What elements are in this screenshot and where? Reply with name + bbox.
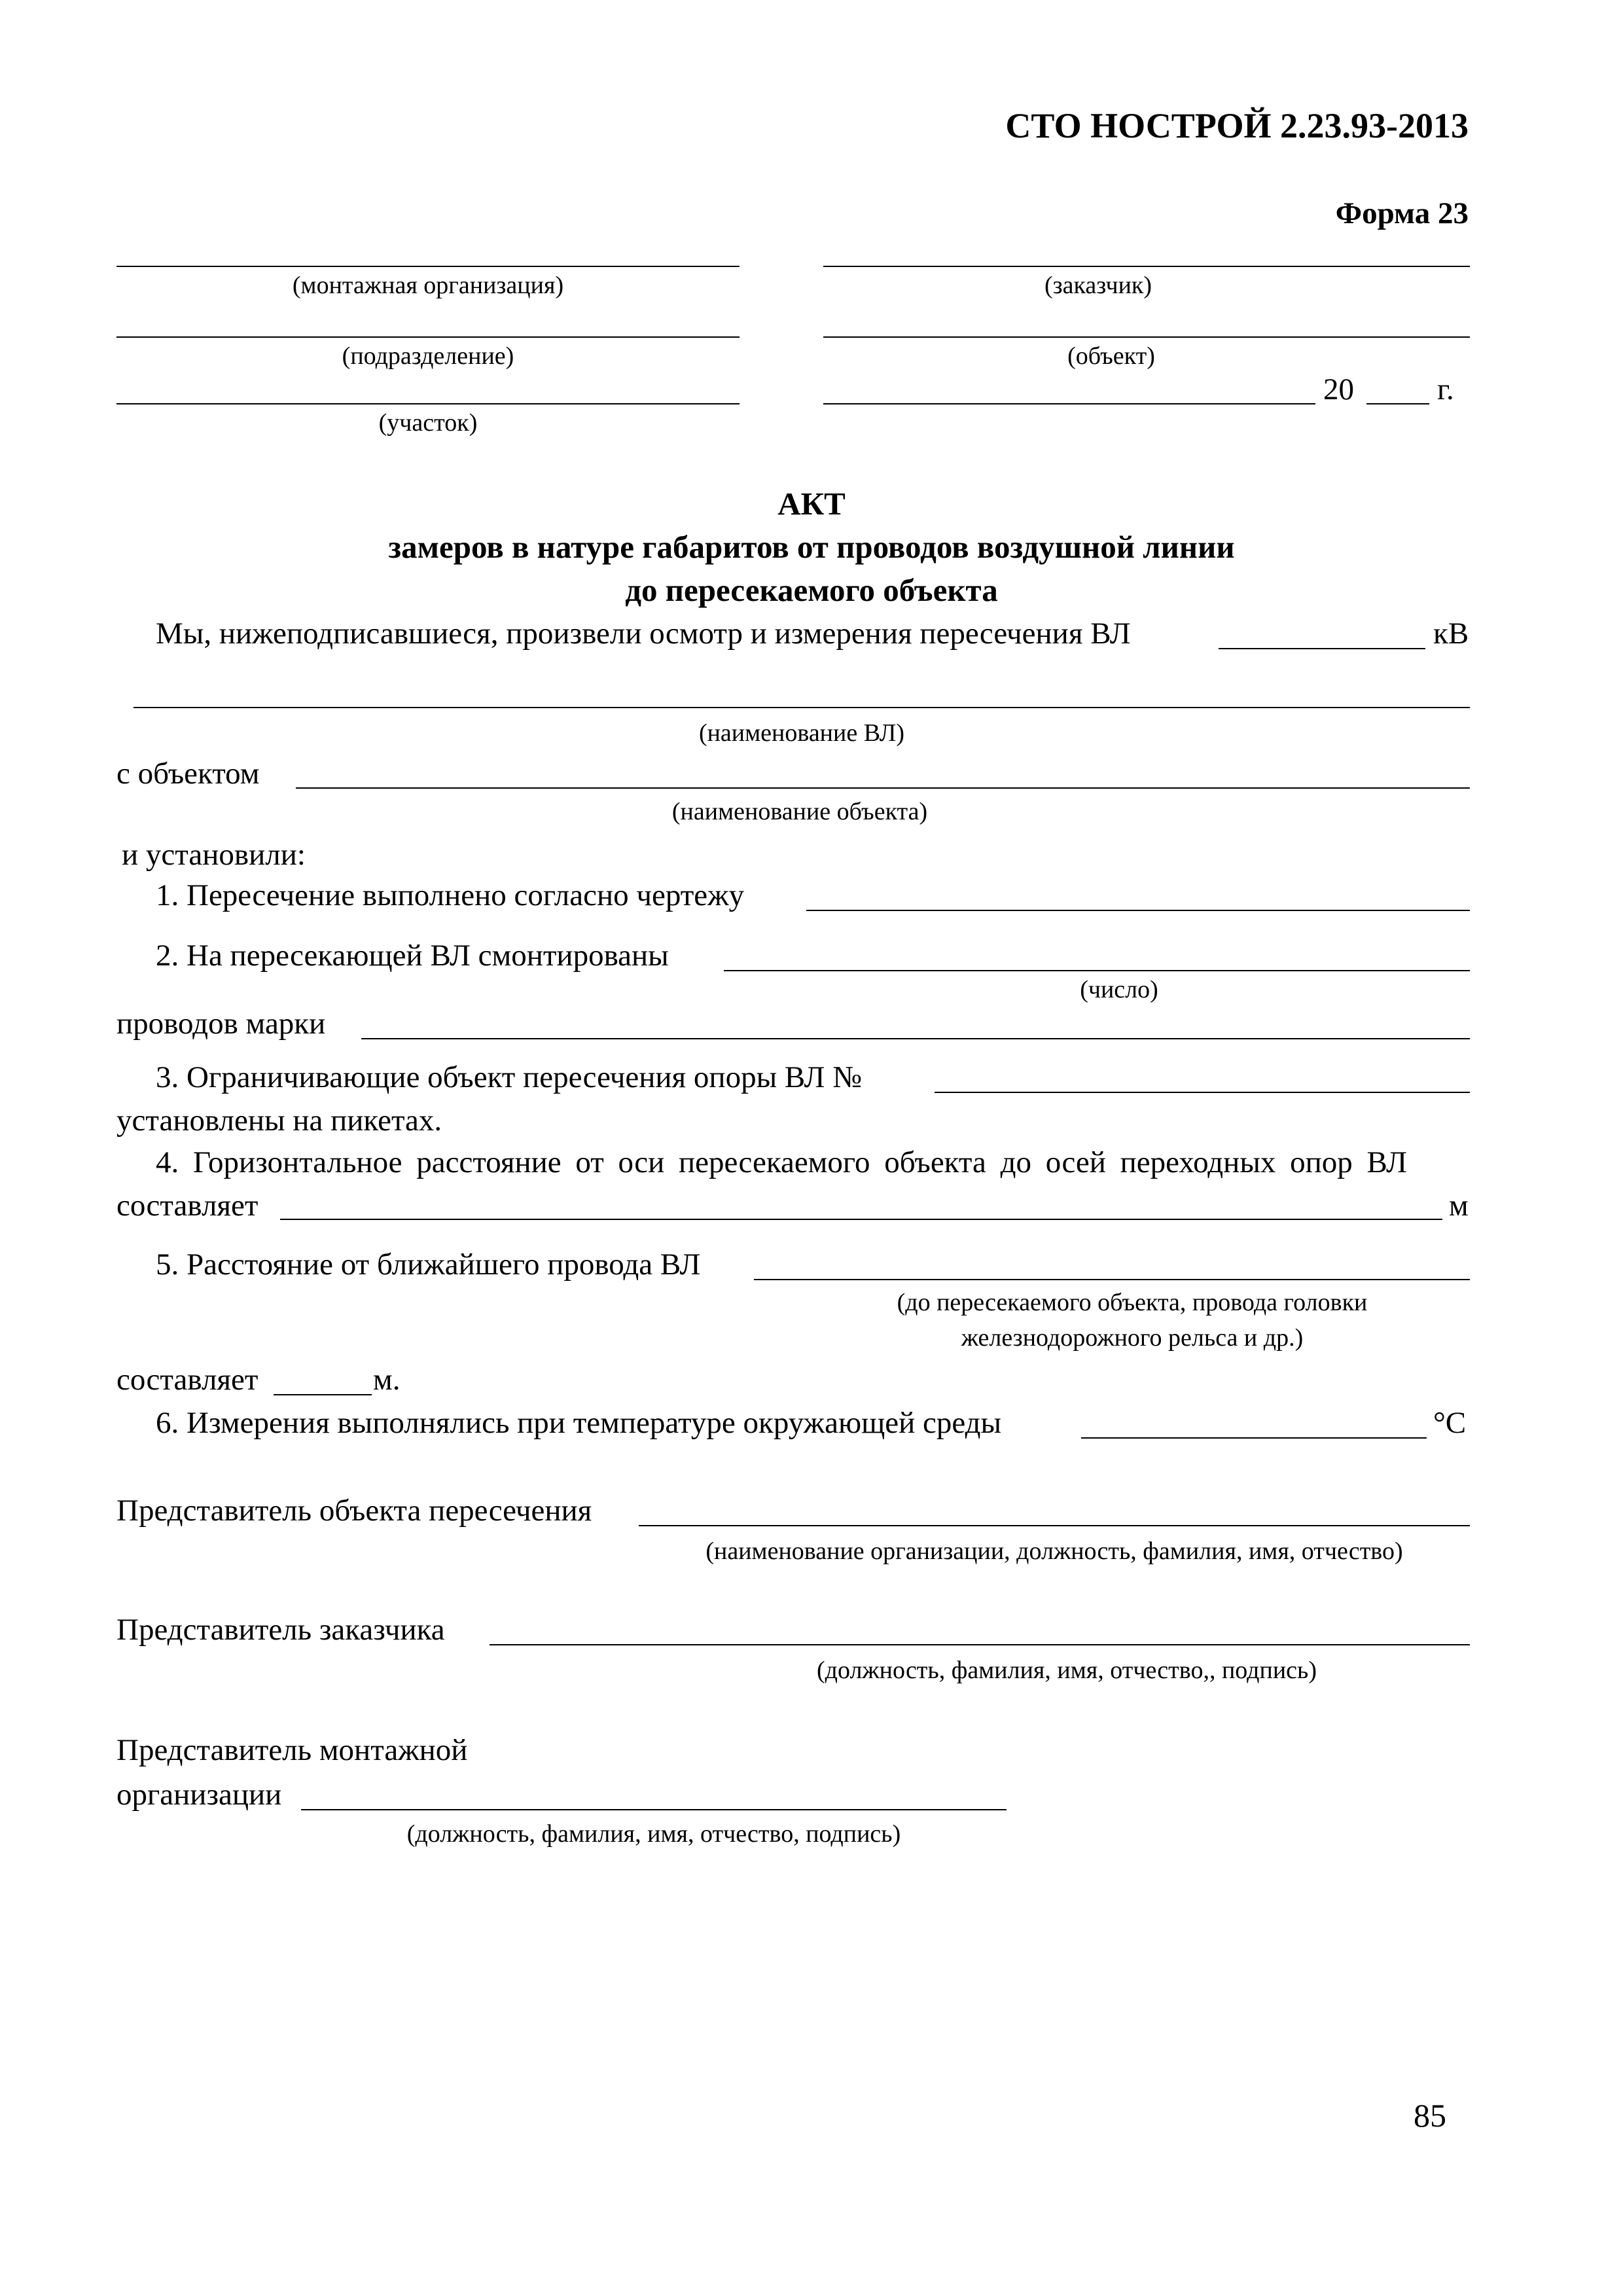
item-5-text: 5. Расстояние от ближайшего провода ВЛ [156,1247,701,1282]
object-name-caption: (наименование объекта) [671,798,928,825]
form-number: Форма 23 [1335,196,1469,230]
temperature-line[interactable] [1081,1437,1427,1439]
item-5-unit: м. [373,1363,401,1397]
act-subtitle-1: замеров в натуре габаритов от проводов воздушной линии [388,529,1235,565]
subdivision-line[interactable] [116,336,740,338]
crossing-rep-label: Представитель объекта пересечения [116,1494,592,1528]
installer-org-caption: (монтажная организация) [292,272,564,299]
nearest-wire-line[interactable] [754,1279,1470,1280]
page-number: 85 [1414,2097,1446,2134]
wires-brand-label: проводов марки [116,1007,326,1041]
crossing-rep-line[interactable] [639,1525,1470,1526]
item-5-continuation: составляет [116,1363,259,1397]
standard-code: СТО НОСТРОЙ 2.23.93-2013 [1005,106,1469,145]
customer-rep-caption: (должность, фамилия, имя, отчество,, подпись) [816,1657,1317,1684]
date-line[interactable] [823,403,1315,404]
item-5-caption-2: железнодорожного рельса и др.) [961,1324,1304,1352]
item-5-caption-1: (до пересекаемого объекта, провода головки [897,1289,1368,1316]
wire-distance-line[interactable] [274,1394,372,1395]
act-subtitle-2: до пересекаемого объекта [625,572,998,608]
support-number-line[interactable] [935,1092,1470,1093]
temperature-unit: °С [1433,1406,1467,1440]
customer-line[interactable] [823,266,1470,267]
established-label: и установили: [122,838,306,872]
wire-count-line[interactable] [724,970,1470,971]
customer-rep-line[interactable] [490,1644,1470,1645]
vl-name-line[interactable] [134,707,1470,708]
drawing-line[interactable] [806,910,1470,911]
wire-count-caption: (число) [1080,976,1158,1003]
installer-rep-label-1: Представитель монтажной [116,1733,468,1767]
item-3-continuation: установлены на пикетах. [116,1103,442,1138]
item-4-text: 4. Горизонтальное расстояние от оси пересекаемого объекта до осей переходных опор ВЛ [156,1145,1407,1179]
customer-rep-label: Представитель заказчика [116,1613,445,1647]
intro-text: Мы, нижеподписавшиеся, произвели осмотр и измерения пересечения ВЛ [156,617,1131,651]
kv-unit: кВ [1433,617,1469,651]
item-4-continuation: составляет [116,1189,259,1223]
section-caption: (участок) [378,409,478,437]
installer-org-line[interactable] [116,266,740,267]
voltage-line[interactable] [1219,648,1425,649]
with-object-label: с объектом [116,757,260,791]
section-line[interactable] [116,403,740,404]
item-2-text: 2. На пересекающей ВЛ смонтированы [156,939,669,973]
item-1-text: 1. Пересечение выполнено согласно чертежу [156,878,745,912]
installer-rep-label-2: организации [116,1778,282,1812]
item-3-text: 3. Ограничивающие объект пересечения опоры ВЛ № [156,1060,862,1094]
installer-rep-line[interactable] [301,1809,1007,1810]
vl-name-caption: (наименование ВЛ) [698,719,905,747]
item-6-text: 6. Измерения выполнялись при температуре окружающей среды [156,1406,1002,1440]
customer-caption: (заказчик) [1044,272,1152,299]
act-title: АКТ [777,486,846,522]
wires-brand-line[interactable] [361,1038,1470,1039]
crossing-rep-caption: (наименование организации, должность, фамилия, имя, отчество) [705,1537,1403,1565]
object-name-line[interactable] [296,787,1470,789]
date-year-line[interactable] [1366,403,1429,404]
horizontal-distance-line[interactable] [280,1219,1442,1220]
subdivision-caption: (подразделение) [342,342,514,370]
item-4-unit: м [1449,1189,1469,1223]
object-caption: (объект) [1067,342,1155,370]
object-line[interactable] [823,336,1470,338]
installer-rep-caption: (должность, фамилия, имя, отчество, подпись) [406,1820,901,1848]
date-year-prefix: 20 [1323,372,1354,406]
date-year-suffix: г. [1437,372,1454,406]
